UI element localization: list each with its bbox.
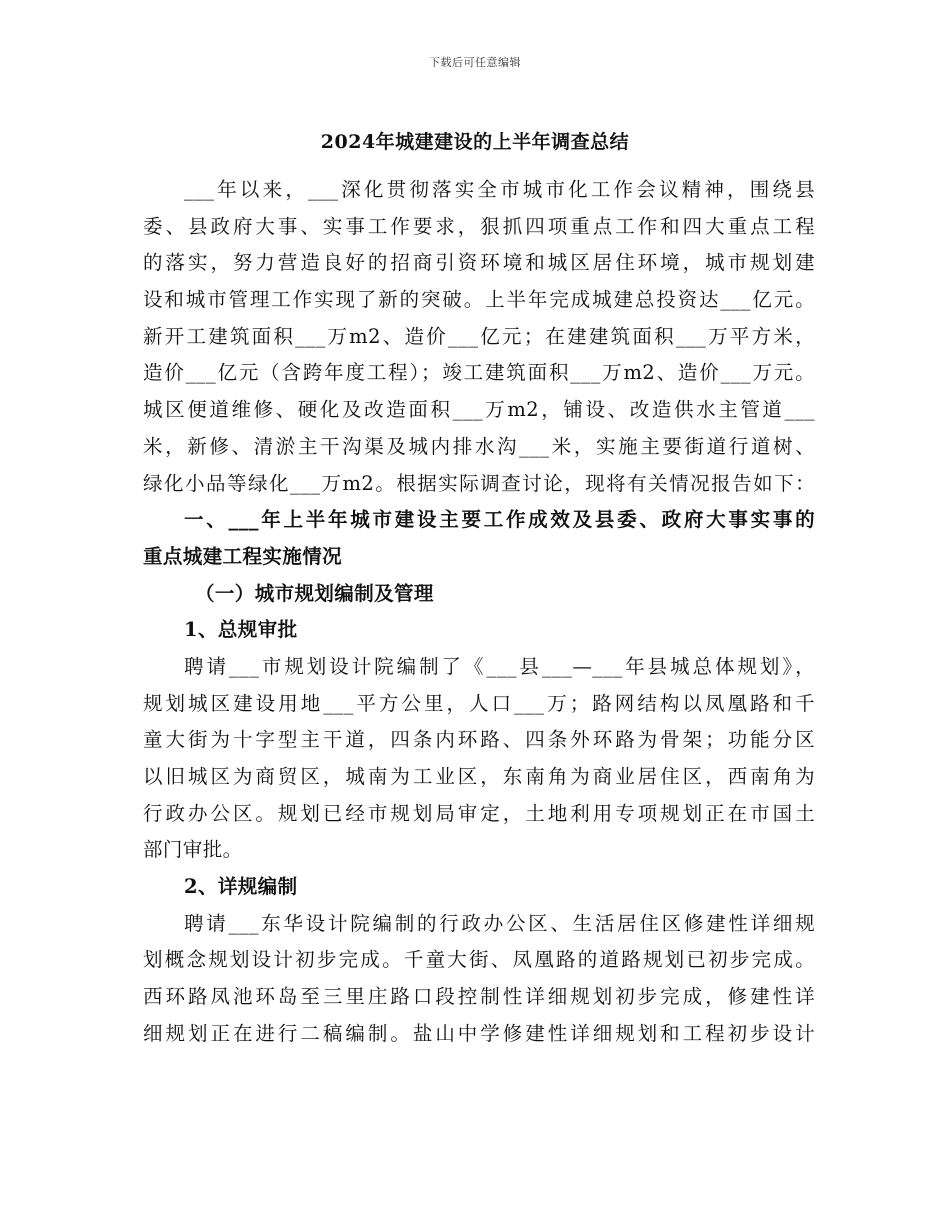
paragraph-line: 造价___亿元（含跨年度工程）；竣工建筑面积___万m2、造价___万元。: [143, 361, 815, 385]
paragraph-line: 绿化小品等绿化___万m2。根据实际调查讨论，现将有关情况报告如下：: [143, 471, 815, 495]
paragraph-line: 行政办公区。规划已经市规划局审定，土地利用专项规划正在市国土: [143, 801, 815, 825]
paragraph-line: 部门审批。: [143, 838, 243, 862]
item-heading: 1、总规审批: [184, 618, 298, 642]
paragraph-line: 聘请___市规划设计院编制了《___县___—___年县城总体规划》，: [184, 654, 815, 678]
section-heading-line: 重点城建工程实施情况: [143, 544, 343, 568]
header-note: 下载后可任意编辑: [429, 56, 521, 69]
paragraph-line: 划概念规划设计初步完成。千童大街、凤凰路的道路规划已初步完成。: [143, 948, 815, 972]
document-body: [143, 172, 815, 1053]
paragraph-line: 童大街为十字型主干道，四条内环路、四条外环路为骨架；功能分区: [143, 728, 815, 752]
paragraph-line: 西环路凤池环岛至三里庄路口段控制性详细规划初步完成，修建性详: [143, 985, 815, 1009]
paragraph-line: 委、县政府大事、实事工作要求，狠抓四项重点工作和四大重点工程: [143, 214, 815, 238]
paragraph-line: 规划城区建设用地___平方公里，人口___万；路网结构以凤凰路和千: [143, 691, 815, 715]
section-heading-line: 一、___年上半年城市建设主要工作成效及县委、政府大事实事的: [184, 508, 815, 532]
paragraph-line: 城区便道维修、硬化及改造面积___万m2，铺设、改造供水主管道___: [143, 398, 815, 422]
paragraph-line: 设和城市管理工作实现了新的突破。上半年完成城建总投资达___亿元。: [143, 288, 815, 312]
item-heading: 2、详规编制: [184, 875, 298, 899]
subsection-heading: （一）城市规划编制及管理: [195, 581, 434, 605]
paragraph-line: 的落实，努力营造良好的招商引资环境和城区居住环境，城市规划建: [143, 251, 815, 275]
paragraph-line: ___年以来，___深化贯彻落实全市城市化工作会议精神，围绕县: [184, 178, 815, 201]
paragraph-line: 聘请___东华设计院编制的行政办公区、生活居住区修建性详细规: [184, 911, 815, 935]
paragraph-line: 以旧城区为商贸区，城南为工业区，东南角为商业居住区，西南角为: [143, 765, 815, 788]
paragraph-line: 新开工建筑面积___万m2、造价___亿元；在建建筑面积___万平方米，: [143, 324, 815, 348]
paragraph-line: 米，新修、清淤主干沟渠及城内排水沟___米，实施主要街道行道树、: [143, 434, 815, 458]
document-title: 2024年城建建设的上半年调查总结: [320, 131, 630, 153]
paragraph-line: 细规划正在进行二稿编制。盐山中学修建性详细规划和工程初步设计: [143, 1021, 815, 1045]
